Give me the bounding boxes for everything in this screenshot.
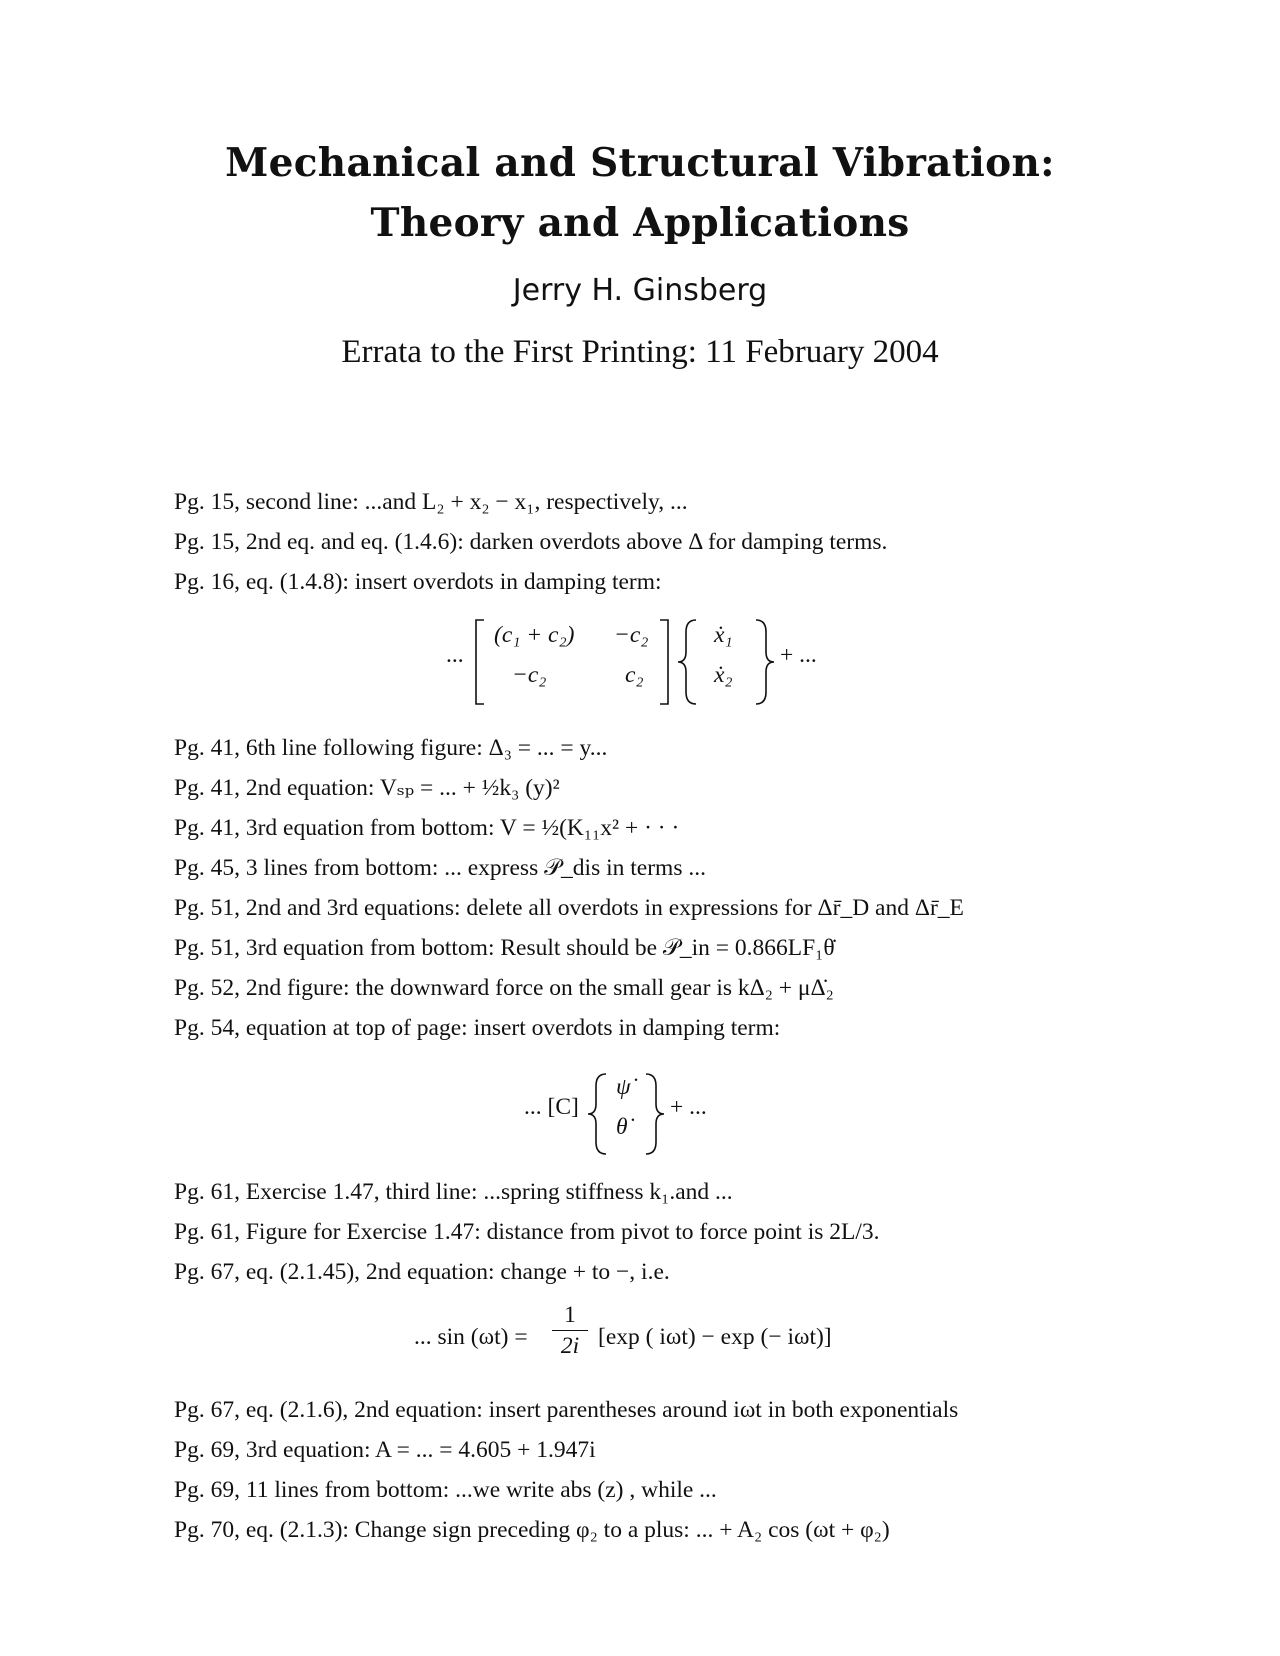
errata-entry: Pg. 51, 3rd equation from bottom: Result should be 𝒫_in = 0.866LF₁θ̇	[174, 935, 835, 961]
eq-rhs: [exp ( iωt) − exp (− iωt)]	[598, 1324, 832, 1350]
equation-pg-54	[174, 1048, 1174, 1172]
errata-entry: Pg. 67, eq. (2.1.6), 2nd equation: insert parentheses around iωt in both exponentials	[174, 1397, 959, 1423]
matrix-cell-21: −c₂	[512, 662, 547, 688]
eq-trailing: + ...	[670, 1094, 707, 1120]
matrix-cell-12: −c₂	[614, 622, 649, 648]
errata-entry: Pg. 41, 2nd equation: Vₛₚ = ... + ½k₃ (y)²	[174, 775, 560, 801]
matrix-brackets	[174, 602, 1174, 728]
fraction-denominator: 2i	[560, 1333, 580, 1359]
errata-entry: Pg. 67, eq. (2.1.45), 2nd equation: change + to −, i.e.	[174, 1259, 670, 1285]
errata-entry: Pg. 15, 2nd eq. and eq. (1.4.6): darken overdots above Δ for damping terms.	[174, 529, 888, 555]
document-title-line-2: Theory and Applications	[370, 200, 910, 246]
eq-trailing: + ...	[780, 642, 817, 668]
fraction	[552, 1300, 588, 1361]
errata-entry: Pg. 15, second line: ...and L₂ + x₂ − x₁, respectively, ...	[174, 489, 688, 515]
eq-leading-damping: ... [C]	[524, 1094, 579, 1120]
vector-cell-theta: θ̇	[616, 1114, 628, 1140]
errata-entry: Pg. 54, equation at top of page: insert overdots in damping term:	[174, 1015, 781, 1041]
vector-cell-psi: ψ̇	[616, 1074, 631, 1100]
errata-entry: Pg. 69, 11 lines from bottom: ...we write abs (z) , while ...	[174, 1477, 717, 1503]
matrix-cell-11: (c₁ + c₂)	[494, 622, 575, 648]
equation-1-4-8	[174, 602, 1174, 728]
errata-entry: Pg. 52, 2nd figure: the downward force on the small gear is kΔ₂ + μΔ̇₂	[174, 975, 834, 1001]
vector-cell-1: ẋ₁	[714, 622, 733, 648]
document-title-line-1: Mechanical and Structural Vibration:	[225, 140, 1055, 186]
fraction-numerator: 1	[564, 1302, 576, 1328]
errata-entry: Pg. 51, 2nd and 3rd equations: delete all overdots in expressions for Δr̄_D and Δr̄_E	[174, 895, 964, 921]
errata-entry: Pg. 16, eq. (1.4.8): insert overdots in damping term:	[174, 569, 662, 595]
errata-entry: Pg. 69, 3rd equation: A = ... = 4.605 + 1.947i	[174, 1437, 596, 1463]
errata-entry: Pg. 70, eq. (2.1.3): Change sign preceding φ₂ to a plus: ... + A₂ cos (ωt + φ₂)	[174, 1517, 890, 1543]
errata-list	[174, 482, 1174, 1550]
equation-2-1-45	[174, 1292, 1174, 1390]
author-name: Jerry H. Ginsberg	[512, 273, 768, 308]
errata-subtitle: Errata to the First Printing: 11 February 2004	[341, 334, 939, 370]
matrix-cell-22: c₂	[625, 662, 644, 688]
errata-entry: Pg. 61, Exercise 1.47, third line: ...spring stiffness k₁.and ...	[174, 1179, 733, 1205]
errata-entry: Pg. 41, 6th line following figure: Δ₃ = ... = y...	[174, 735, 608, 761]
vector-cell-2: ẋ₂	[714, 662, 733, 688]
eq-lhs: ... sin (ωt) =	[414, 1324, 528, 1350]
errata-entry: Pg. 61, Figure for Exercise 1.47: distance from pivot to force point is 2L/3.	[174, 1219, 880, 1245]
eq-leading-dots: ...	[446, 642, 464, 668]
errata-entry: Pg. 45, 3 lines from bottom: ... express 𝒫_dis in terms ...	[174, 855, 706, 881]
errata-entry: Pg. 41, 3rd equation from bottom: V = ½(K₁₁x² + · · ·	[174, 815, 680, 841]
